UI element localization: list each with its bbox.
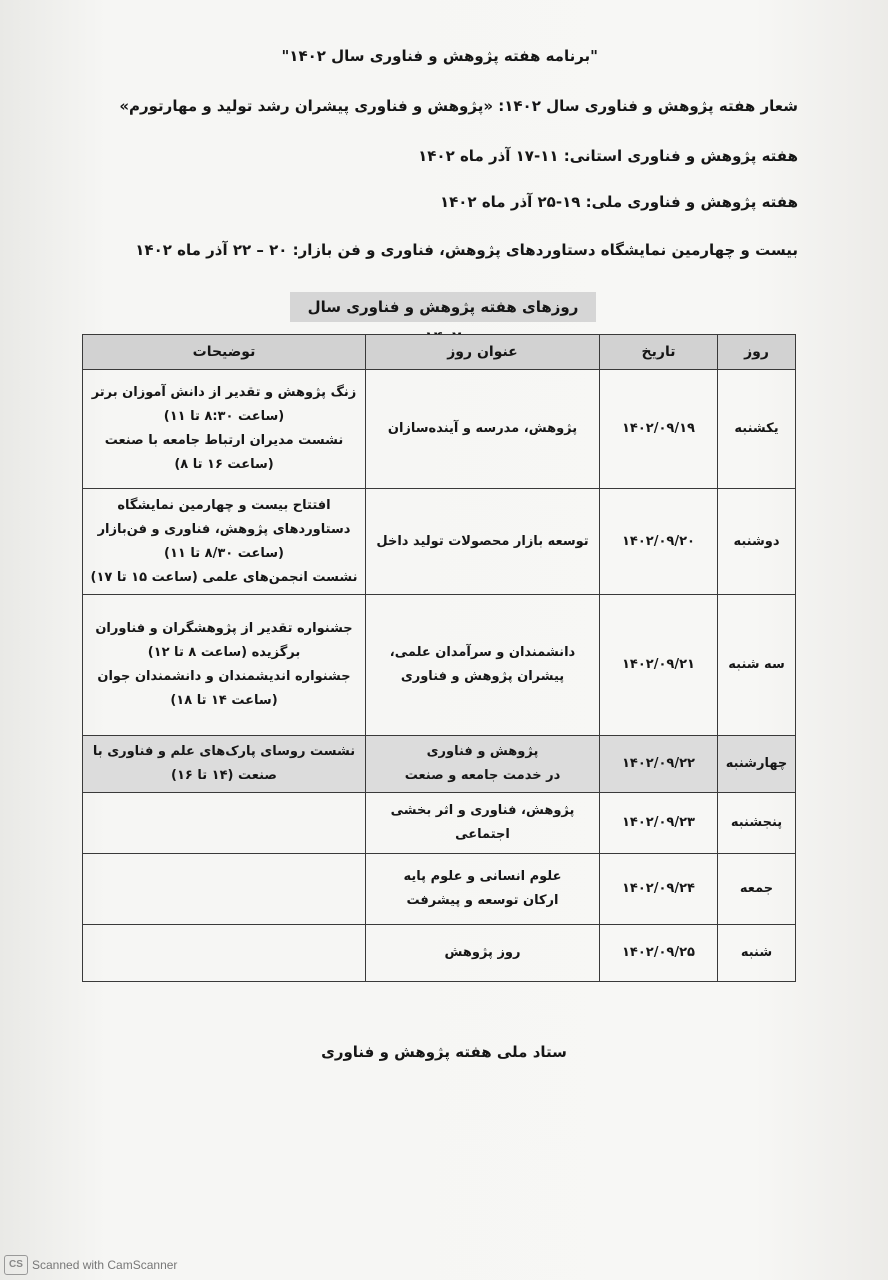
date-cell: ۱۴۰۲/۰۹/۲۴ bbox=[600, 854, 718, 925]
date-cell: ۱۴۰۲/۰۹/۲۳ bbox=[600, 793, 718, 854]
table-header-row bbox=[83, 335, 796, 370]
schedule-table bbox=[82, 334, 796, 982]
notes-cell: جشنواره تقدیر از پژوهشگران و فناوران برگزیده (ساعت ۸ تا ۱۲) جشنواره اندیشمندان و دانشمندان جوان (ساعت ۱۴ تا ۱۸) bbox=[83, 595, 366, 736]
title-cell: پژوهش، مدرسه و آینده‌سازان bbox=[366, 370, 600, 489]
table-row bbox=[83, 854, 796, 925]
header-title: عنوان روز bbox=[366, 335, 600, 370]
day-cell: یکشنبه bbox=[718, 370, 796, 489]
notes-cell bbox=[83, 854, 366, 925]
footer-organization: ستاد ملی هفته پژوهش و فناوری bbox=[321, 1043, 567, 1061]
title-cell: دانشمندان و سرآمدان علمی، پیشران پژوهش و فناوری bbox=[366, 595, 600, 736]
notes-cell: زنگ پژوهش و تقدیر از دانش آموزان برتر (ساعت ۸:۳۰ تا ۱۱) نشست مدیران ارتباط جامعه با صنعت (ساعت ۱۶ تا ۸) bbox=[83, 370, 366, 489]
national-week-line: هفته پژوهش و فناوری ملی: ۱۹-۲۵ آذر ماه ۱۴۰۲ bbox=[439, 193, 798, 211]
provincial-week-line: هفته پژوهش و فناوری استانی: ۱۱-۱۷ آذر ماه ۱۴۰۲ bbox=[418, 147, 798, 165]
table-row bbox=[83, 595, 796, 736]
notes-cell bbox=[83, 925, 366, 982]
title-cell: پژوهش، فناوری و اثر بخشی اجتماعی bbox=[366, 793, 600, 854]
camscanner-logo-icon: CS bbox=[4, 1255, 28, 1275]
exhibition-line: بیست و چهارمین نمایشگاه دستاوردهای پژوهش، فناوری و فن بازار: ۲۰ – ۲۲ آذر ماه ۱۴۰۲ bbox=[135, 241, 798, 259]
camscanner-watermark bbox=[4, 1254, 177, 1276]
watermark-text: Scanned with CamScanner bbox=[32, 1258, 178, 1272]
title-cell: علوم انسانی و علوم پایه ارکان توسعه و پیشرفت bbox=[366, 854, 600, 925]
table-row bbox=[83, 370, 796, 489]
table-caption: روزهای هفته پژوهش و فناوری سال bbox=[290, 292, 596, 322]
notes-cell: افتتاح بیست و چهارمین نمایشگاه دستاوردهای پژوهش، فناوری و فن‌بازار (ساعت ۸/۳۰ تا ۱۱) نشست انجمن‌های علمی (ساعت ۱۵ تا ۱۷) bbox=[83, 489, 366, 595]
header-date: تاریخ bbox=[600, 335, 718, 370]
day-cell: جمعه bbox=[718, 854, 796, 925]
day-cell: شنبه bbox=[718, 925, 796, 982]
date-cell: ۱۴۰۲/۰۹/۲۵ bbox=[600, 925, 718, 982]
day-cell: دوشنبه bbox=[718, 489, 796, 595]
table-row bbox=[83, 489, 796, 595]
date-cell: ۱۴۰۲/۰۹/۲۱ bbox=[600, 595, 718, 736]
date-cell: ۱۴۰۲/۰۹/۱۹ bbox=[600, 370, 718, 489]
title-cell: پژوهش و فناوری در خدمت جامعه و صنعت bbox=[366, 736, 600, 793]
day-cell: سه شنبه bbox=[718, 595, 796, 736]
date-cell: ۱۴۰۲/۰۹/۲۲ bbox=[600, 736, 718, 793]
table-row bbox=[83, 793, 796, 854]
title-cell: توسعه بازار محصولات تولید داخل bbox=[366, 489, 600, 595]
date-cell: ۱۴۰۲/۰۹/۲۰ bbox=[600, 489, 718, 595]
document-title: "برنامه هفته پژوهش و فناوری سال ۱۴۰۲" bbox=[281, 47, 598, 65]
header-notes: توضیحات bbox=[83, 335, 366, 370]
day-cell: پنجشنبه bbox=[718, 793, 796, 854]
table-row bbox=[83, 736, 796, 793]
table-row bbox=[83, 925, 796, 982]
slogan-line: شعار هفته پژوهش و فناوری سال ۱۴۰۲: «پژوهش و فناوری پیشران رشد تولید و مهارتورم» bbox=[119, 97, 798, 115]
notes-cell: نشست روسای پارک‌های علم و فناوری با صنعت (۱۴ تا ۱۶) bbox=[83, 736, 366, 793]
notes-cell bbox=[83, 793, 366, 854]
header-day: روز bbox=[718, 335, 796, 370]
title-cell: روز پژوهش bbox=[366, 925, 600, 982]
day-cell: چهارشنبه bbox=[718, 736, 796, 793]
